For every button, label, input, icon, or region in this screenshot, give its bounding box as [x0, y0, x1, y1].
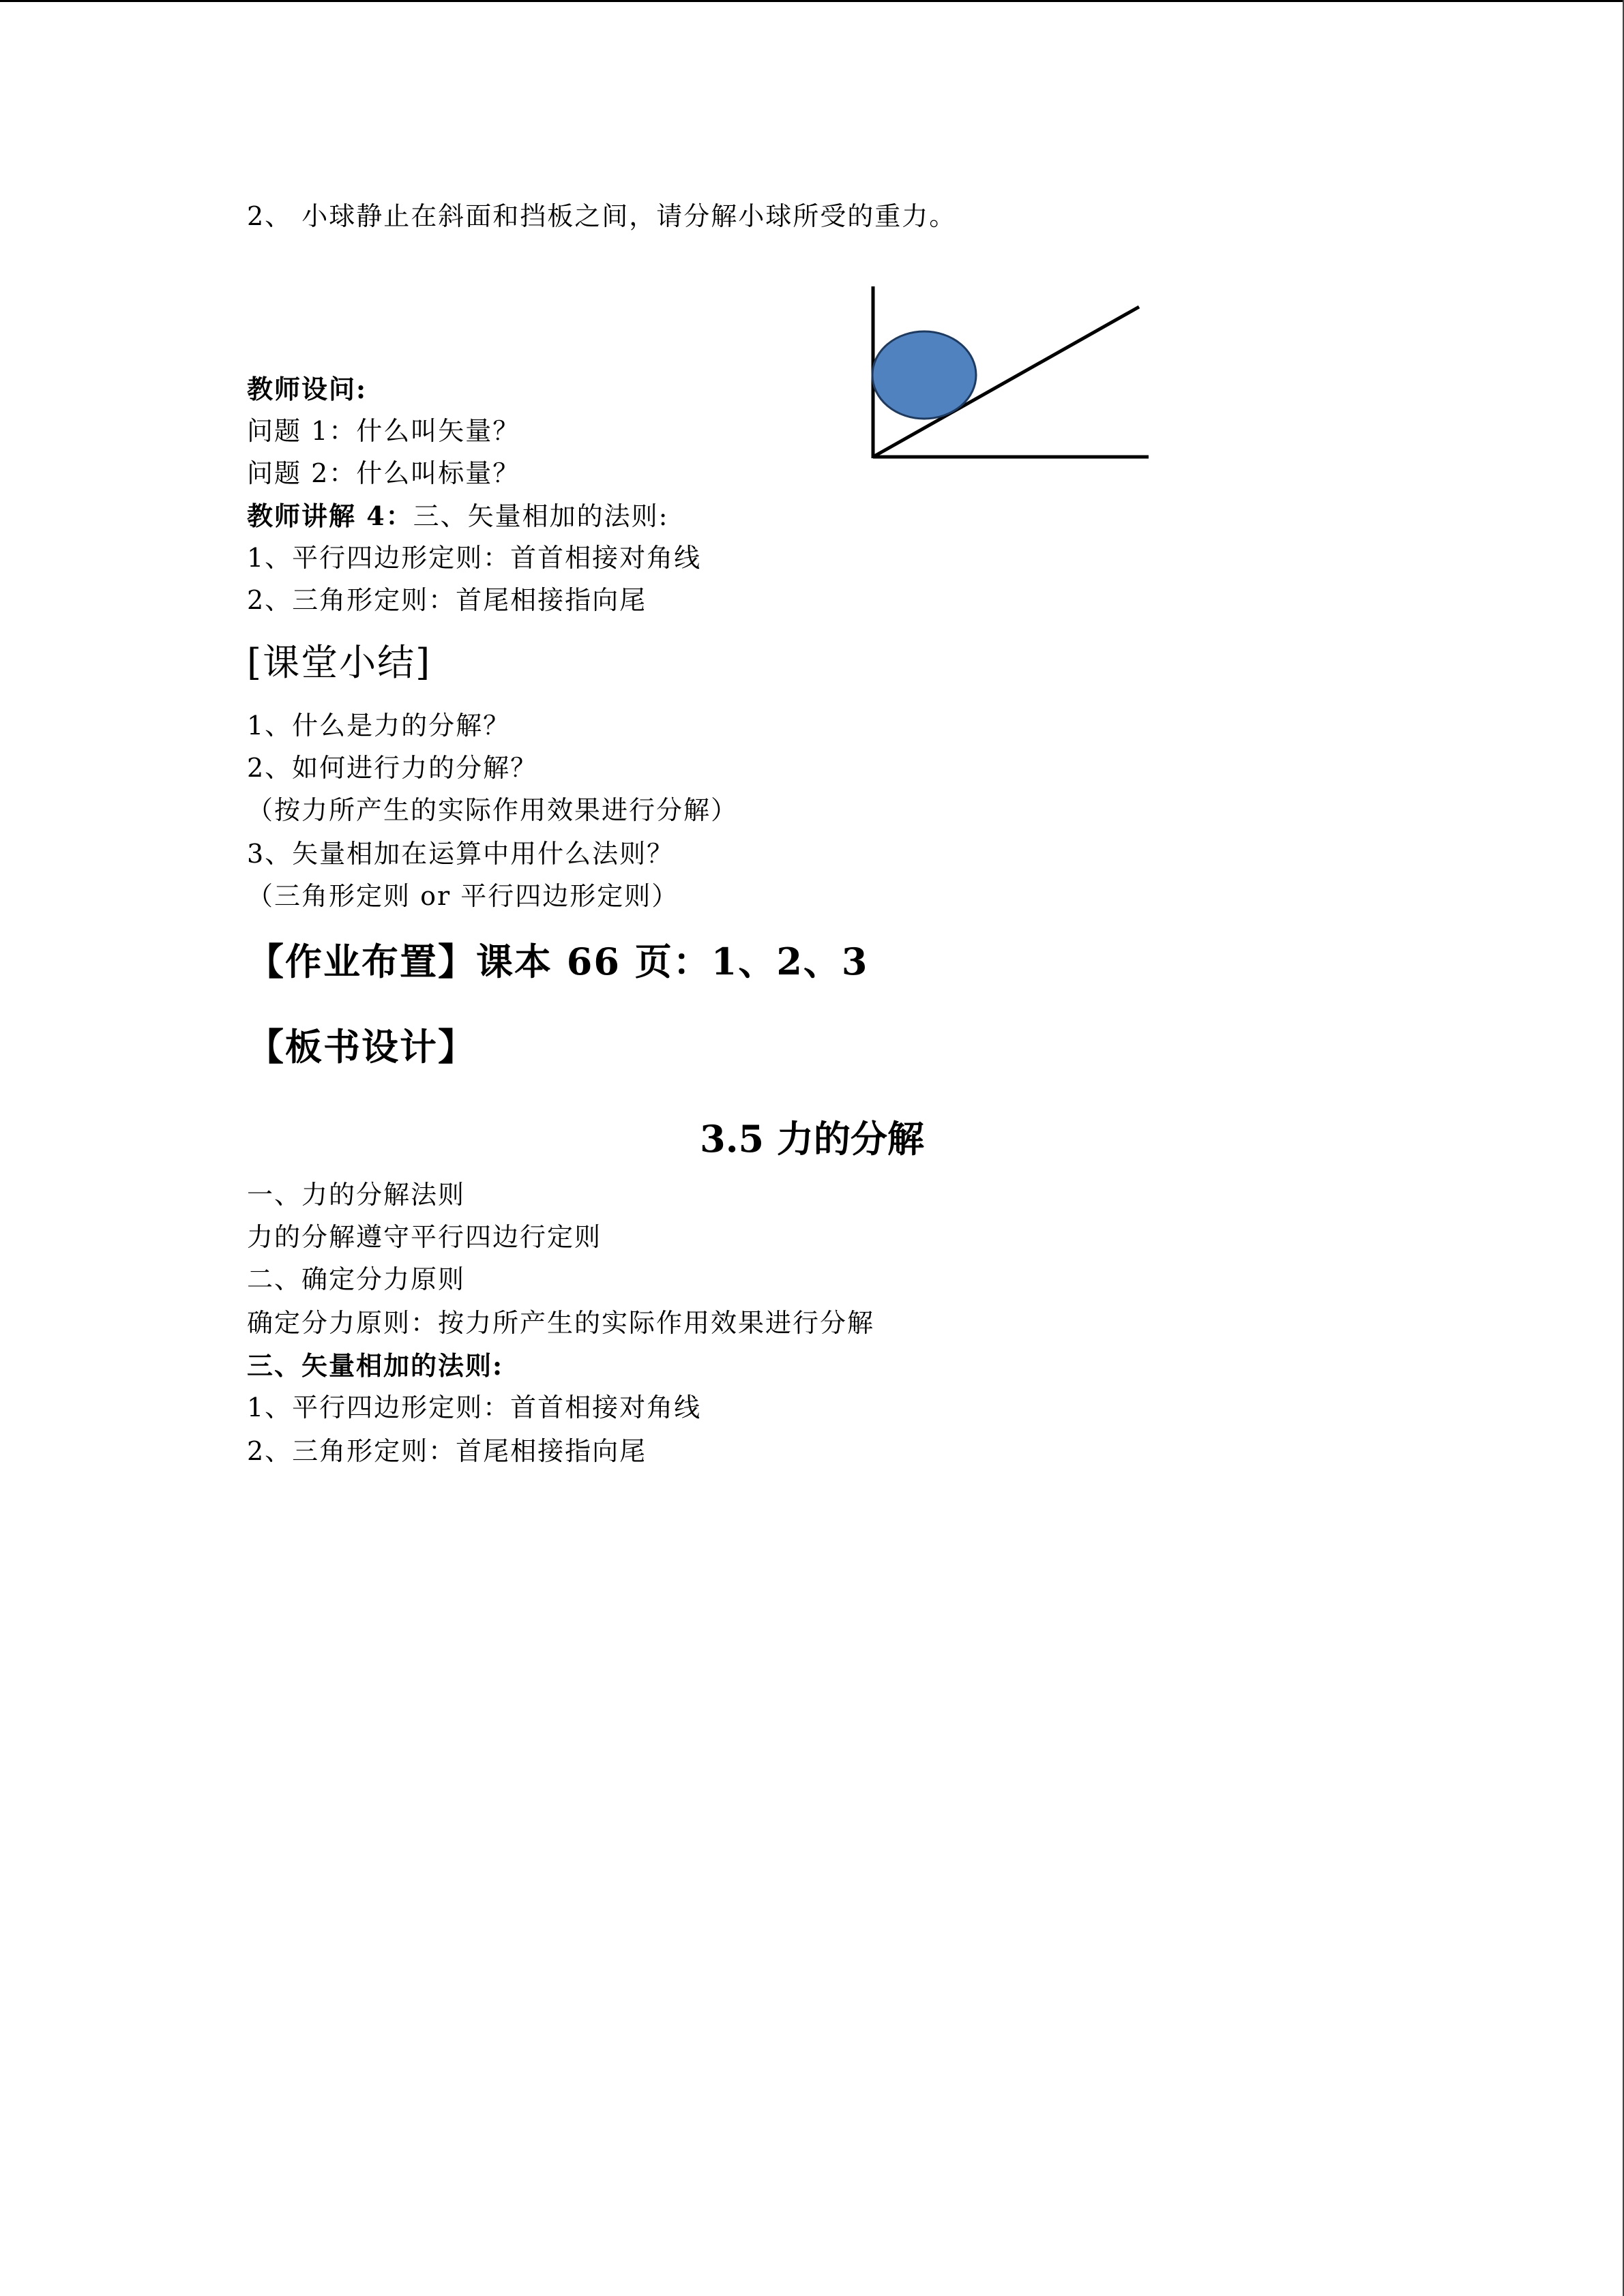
rule-2: 2、三角形定则：首尾相接指向尾 [247, 585, 647, 615]
section-1-heading: 一、力的分解法则 [247, 1180, 466, 1210]
ball-incline-diagram [866, 286, 1153, 471]
section-3-heading: 三、矢量相加的法则: [247, 1350, 504, 1381]
summary-heading: [课堂小结] [247, 641, 432, 684]
section-3-rule-1: 1、平行四边形定则：首首相接对角线 [247, 1392, 702, 1422]
rule-1: 1、平行四边形定则：首首相接对角线 [247, 543, 702, 573]
teacher-explain-4 [247, 501, 668, 533]
board-design-title: 3.5 力的分解 [700, 1117, 924, 1161]
summary-item-3: 3、矢量相加在运算中用什么法则？ [247, 839, 675, 869]
question-1: 问题 1：什么叫矢量？ [247, 416, 520, 446]
teacher-explain-4-label: 教师讲解 4： [247, 501, 413, 531]
summary-item-3-answer: （三角形定则 or 平行四边形定则） [247, 881, 679, 911]
teacher-explain-4-text: 三、矢量相加的法则: [413, 501, 669, 531]
section-1-text: 力的分解遵守平行四边行定则 [247, 1222, 602, 1252]
homework-heading: 【作业布置】课本 66 页：1、2、3 [247, 940, 869, 983]
section-2-text: 确定分力原则：按力所产生的实际作用效果进行分解 [247, 1308, 875, 1338]
ball [872, 331, 976, 419]
question-2: 问题 2：什么叫标量？ [247, 458, 520, 488]
problem-2-text: 2、 小球静止在斜面和挡板之间，请分解小球所受的重力。 [247, 201, 957, 231]
board-design-heading: 【板书设计】 [247, 1025, 476, 1069]
section-2-heading: 二、确定分力原则 [247, 1264, 466, 1294]
section-3-rule-2: 2、三角形定则：首尾相接指向尾 [247, 1436, 647, 1466]
summary-item-1: 1、什么是力的分解？ [247, 711, 511, 741]
teacher-question-heading: 教师设问: [247, 374, 368, 404]
summary-item-2: 2、如何进行力的分解？ [247, 753, 538, 783]
summary-item-2-answer: （按力所产生的实际作用效果进行分解） [247, 795, 739, 825]
page-top-border [0, 0, 1624, 2]
